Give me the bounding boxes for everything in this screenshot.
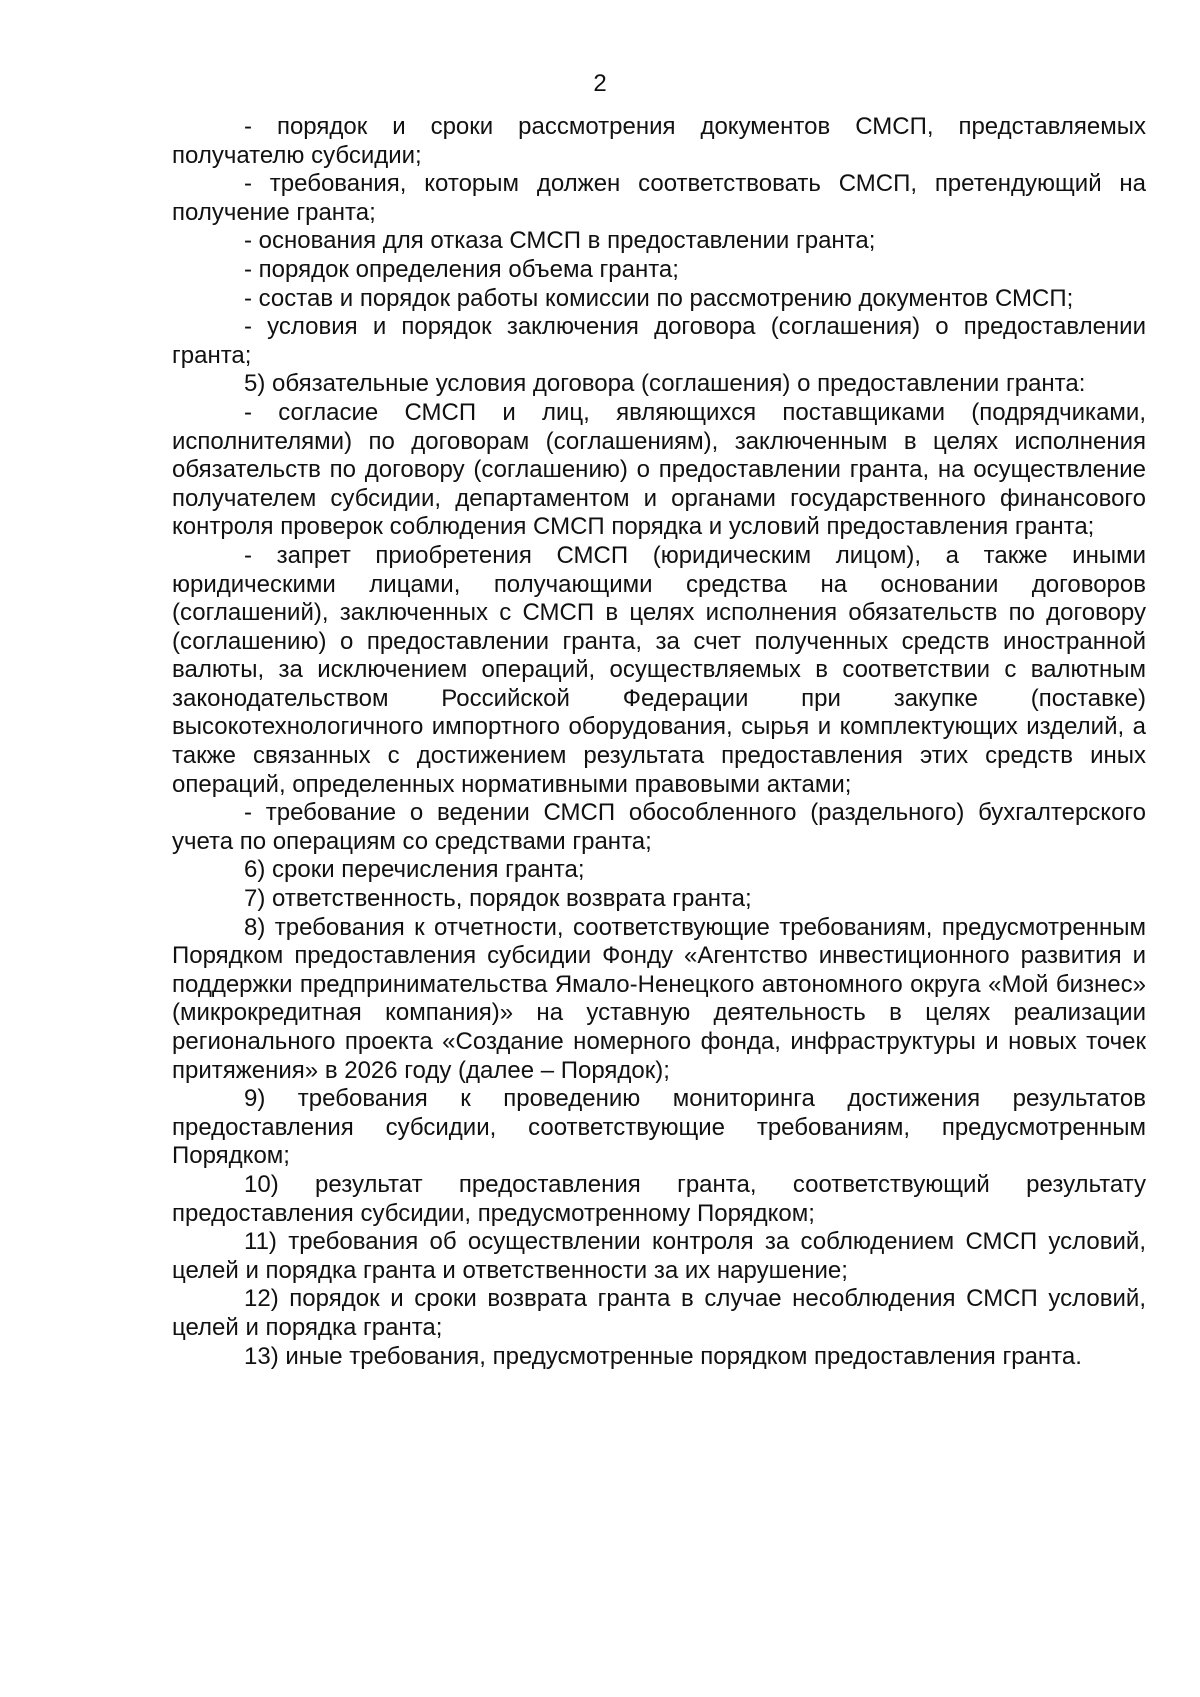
paragraph: 12) порядок и сроки возврата гранта в случае несоблюдения СМСП условий, целей и порядка гранта; bbox=[172, 1285, 1146, 1341]
paragraph: 13) иные требования, предусмотренные порядком предоставления гранта. bbox=[244, 1342, 1082, 1370]
paragraph: - запрет приобретения СМСП (юридическим лицом), а также иными юридическими лицами, получающими средства на основании договоров (соглашений), заключенных с СМСП в целях исполнения обязательств по договору (соглашению) о предоставлении гранта, за счет полученных средств иностранной валюты, за исключением операций, осуществляемых в соответствии с валютным законодательством Российской Федерации при закупке (поставке) высокотехнологичного импортного оборудования, сырья и комплектующих изделий, а также связанных с достижением результата предоставления этих средств иных операций, определенных нормативными правовыми актами; bbox=[172, 541, 1146, 798]
paragraph: 7) ответственность, порядок возврата гранта; bbox=[244, 885, 752, 913]
paragraph: 8) требования к отчетности, соответствующие требованиям, предусмотренным Порядком предоставления субсидии Фонду «Агентство инвестиционного развития и поддержки предпринимательства Ямало-Ненецкого автономного округа «Мой бизнес» (микрокредитная компания)» на уставную деятельность в целях реализации регионального проекта «Создание номерного фонда, инфраструктуры и новых точек притяжения» в 2026 году (далее – Порядок); bbox=[172, 913, 1146, 1084]
paragraph: 9) требования к проведению мониторинга достижения результатов предоставления субсидии, соответствующие требованиям, предусмотренным Порядком; bbox=[172, 1085, 1146, 1170]
paragraph: 6) сроки перечисления гранта; bbox=[244, 856, 585, 884]
paragraph: - условия и порядок заключения договора (соглашения) о предоставлении гранта; bbox=[172, 313, 1146, 369]
paragraph: 10) результат предоставления гранта, соответствующий результату предоставления субсидии, предусмотренному Порядком; bbox=[172, 1170, 1146, 1227]
paragraph: - порядок определения объема гранта; bbox=[244, 255, 679, 283]
page-number: 2 bbox=[593, 70, 607, 97]
paragraph: - порядок и сроки рассмотрения документов СМСП, представляемых получателю субсидии; bbox=[172, 113, 1146, 169]
paragraph: 5) обязательные условия договора (соглашения) о предоставлении гранта: bbox=[244, 370, 1086, 398]
paragraph: - требования, которым должен соответствовать СМСП, претендующий на получение гранта; bbox=[172, 170, 1146, 226]
paragraph: - состав и порядок работы комиссии по рассмотрению документов СМСП; bbox=[244, 284, 1074, 312]
paragraph: - основания для отказа СМСП в предоставлении гранта; bbox=[244, 227, 876, 255]
paragraph: - требование о ведении СМСП обособленного (раздельного) бухгалтерского учета по операциям со средствами гранта; bbox=[172, 799, 1146, 855]
document-body bbox=[172, 113, 1146, 1371]
paragraph: - согласие СМСП и лиц, являющихся поставщиками (подрядчиками, исполнителями) по договорам (соглашениям), заключенным в целях исполнения обязательств по договору (соглашению) о предоставлении гранта, на осуществление получателем субсидии, департаментом и органами государственного финансового контроля проверок соблюдения СМСП порядка и условий предоставления гранта; bbox=[172, 398, 1146, 541]
paragraph: 11) требования об осуществлении контроля за соблюдением СМСП условий, целей и порядка гранта и ответственности за их нарушение; bbox=[172, 1228, 1146, 1284]
